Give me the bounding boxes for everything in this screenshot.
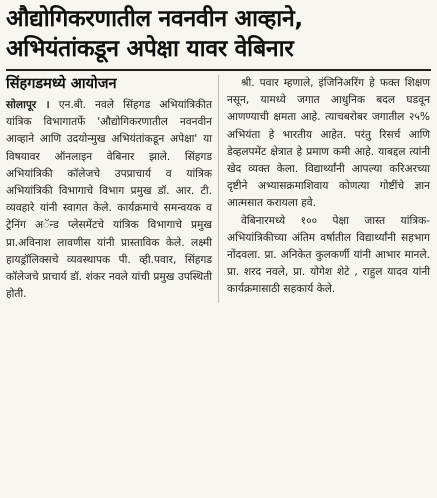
left-column xyxy=(6,75,218,303)
headline-line-2: अभियंतांकडून अपेक्षा यावर वेबिनार xyxy=(6,36,294,62)
headline-line-1: औद्योगिकरणातील नवनवीन आव्हाने, xyxy=(6,6,303,32)
headline xyxy=(6,4,431,64)
article-columns xyxy=(6,75,431,303)
right-paragraph-2: वेबिनारमध्ये १०० पेक्षा जास्त यांत्रिक-अभियांत्रिकीच्या अंतिम वर्षातील विद्यार्थ्यांनी सहभाग नोंदवला. प्रा. अनिकेत कुलकर्णी यांनी आभार मानले. प्रा. शरद नवले, प्रा. योगेश शेटे , राहुल यादव यांनी कार्यक्रमासाठी सहकार्य केले. xyxy=(227,214,430,296)
right-body xyxy=(227,75,430,299)
dateline: सोलापूर । xyxy=(6,99,50,111)
left-paragraph-1: एन.बी. नवले सिंहगड अभियांत्रिकीत यांत्रिक विभागातर्फे 'औद्योगिकरणातील नवनवीन आव्हाने आणि उदयोन्मुख अभियंतांकडून अपेक्षा' या विषयावर ऑनलाइन वेबिनार झाले. सिंहगड अभियांत्रिकी कॉलेजचे उपप्राचार्य व यांत्रिक अभियांत्रिकी विभागाचे विभाग प्रमुख डॉ. आर. टी. व्यवहारे यांनी स्वागत केले. कार्यक्रमाचे समन्वयक व ट्रेनिंग अॅन्ड प्लेसमेंटचे यांत्रिक विभागाचे प्रमुख प्रा.अविनाश लावणीस यांनी प्रास्ताविक केले. लक्ष्मी हायड्रॉलिक्सचे व्यवस्थापक पी. व्ही.पवार, सिंहगड कॉलेजचे प्राचार्य डॉ. शंकर नवले यांची प्रमुख उपस्थिती होती. xyxy=(6,99,213,301)
right-paragraph-1: श्री. पवार म्हणाले, इंजिनिअरिंग हे फक्त शिक्षण नसून, यामध्ये जगात आधुनिक बदल घडवून आणण्याची क्षमता आहे. त्याचबरोबर जगातील २५% अभियंता हे भारतीय आहेत. परंतु रिसर्च आणि डेव्हलपमेंट क्षेत्रात हे प्रमाण कमी आहे. याबद्दल त्यांनी खेद व्यक्त केला. विद्यार्थ्यांनी आपल्या करिअरच्या दृष्टीने अभ्यासक्रमाशिवाय कोणत्या गोष्टींचे ज्ञान आत्मसात करायला हवे. xyxy=(227,77,430,210)
right-column xyxy=(218,75,430,303)
headline-rule xyxy=(6,69,431,71)
subheading: सिंहगडमध्ये आयोजन xyxy=(6,76,117,92)
left-body xyxy=(6,97,212,303)
